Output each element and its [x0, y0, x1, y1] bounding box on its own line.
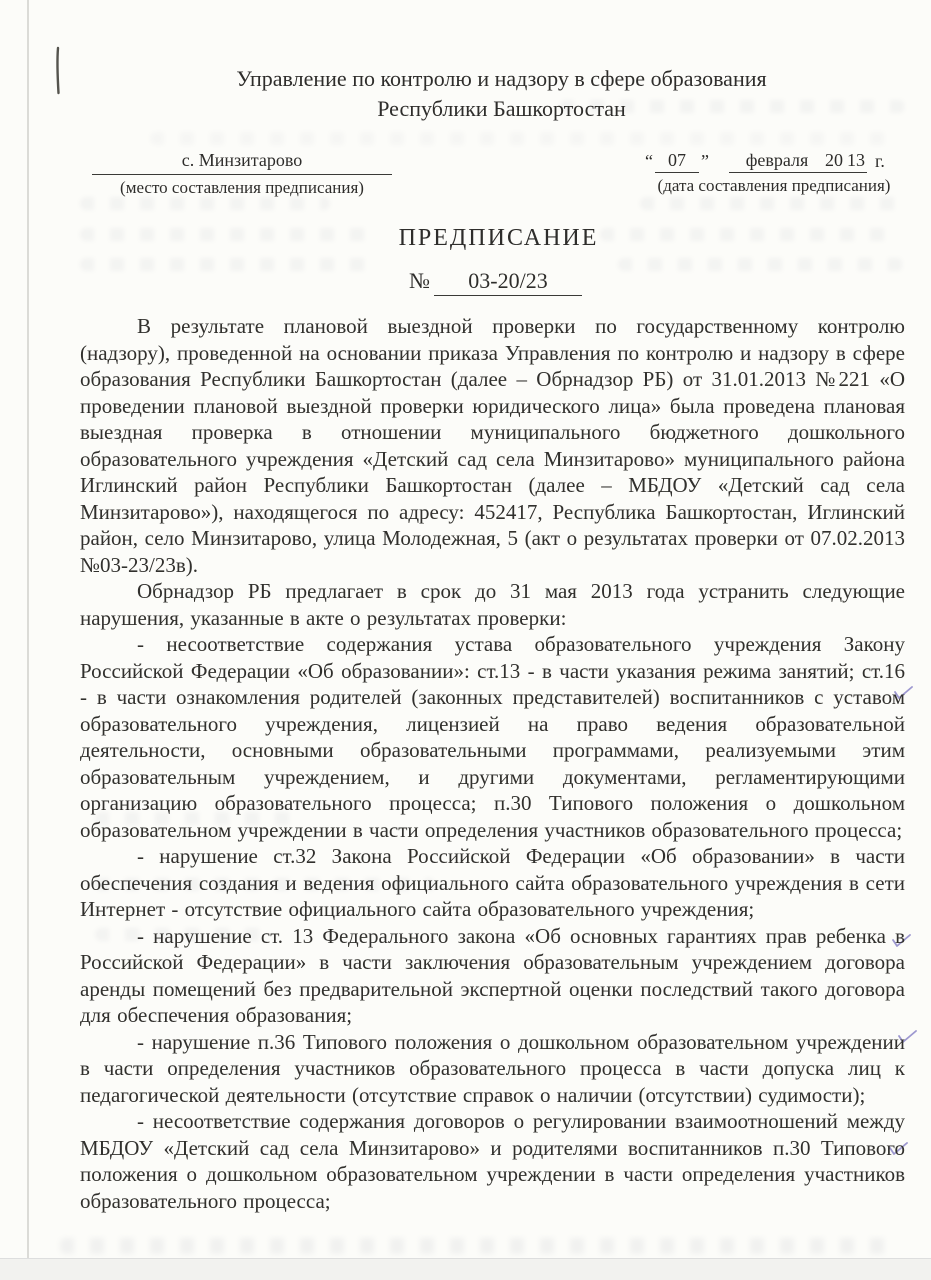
paragraph-demand: Обрнадзор РБ предлагает в срок до 31 мая 2013 года устранить следующие нарушения, указанные в акте о результатах проверки: [80, 579, 905, 630]
authority-line-1: Управление по контролю и надзору в сфере образования [236, 66, 767, 91]
violation-item: - нарушение ст. 13 Федерального закона «Об основных гарантиях прав ребенка в Российской Федерации» в части заключения образовательным учреждением договора аренды помещений без предварительной экспертной оценки последствий такого договора для обеспечения образования; [80, 923, 905, 1027]
date-block [643, 148, 905, 197]
authority-line-2: Республики Башкортостан [377, 96, 626, 121]
number-label: № [409, 268, 430, 293]
close-quote: ” [701, 151, 709, 171]
place-caption: (место составления предписания) [120, 178, 364, 197]
date-caption: (дата составления предписания) [657, 176, 891, 195]
date-month-year [729, 148, 867, 173]
scan-fold-line [27, 0, 29, 1280]
document-content [80, 64, 905, 1214]
scan-bottom-edge [0, 1258, 931, 1280]
document-number-line [80, 268, 905, 296]
paragraph-intro: В результате плановой выездной проверки по государственному контролю (надзору), проведенной на основании приказа Управления по контролю и надзору в сфере образования Республики Башкортостан (далее – Обрнадзор РБ) от 31.01.2013 №221 «О проведении плановой выездной проверки юридического лица» была проведена плановая выездная проверка в отношении муниципального бюджетного дошкольного образовательного учреждения «Детский сад села Минзитарово» муниципального района Иглинский район Республики Башкортостан (далее – МБДОУ «Детский сад села Минзитарово»), находящегося по адресу: 452417, Республика Башкортостан, Иглинский район, село Минзитарово, улица Молодежная, 5 (акт о результатах проверки от 07.02.2013 №03-23/23в). [80, 314, 905, 577]
place-value: с. Минзитарово [92, 148, 392, 175]
violation-item: - нарушение п.36 Типового положения о дошкольном образовательном учреждении в части определения участников образовательного процесса в части допуска лиц к педагогической деятельности (отсутствие справок о наличии (отсутствии) судимости); [80, 1029, 905, 1107]
document-body [80, 313, 905, 1214]
date-year-unit: г. [875, 151, 885, 171]
violation-item: - несоответствие содержания договоров о регулировании взаимоотношений между МБДОУ «Детский сад села Минзитарово» и родителями воспитанников п.30 Типового положения о дошкольном образовательном учреждении в части определения участников образовательного процесса; [80, 1109, 905, 1213]
document-title: ПРЕДПИСАНИЕ [398, 225, 599, 251]
violation-item: - несоответствие содержания устава образовательного учреждения Закону Российской Федерации «Об образовании»: ст.13 - в части указания режима занятий; ст.16 - в части ознакомления родителей (законных представителей) воспитанников с уставом образовательного учреждения, лицензией на право ведения образовательной деятельности, основными образовательными программами, реализуемыми этим образовательным учреждением, и другими документами, регламентирующими организацию образовательного процесса; п.30 Типового положения о дошкольном образовательном учреждении в части определения участников образовательного процесса; [80, 632, 905, 842]
bleed-through-band [60, 1238, 900, 1254]
date-line [643, 148, 905, 173]
date-month: февраля [745, 150, 809, 170]
place-date-row [80, 148, 905, 199]
number-value: 03-20/23 [434, 268, 582, 296]
date-year: 20 13 [825, 150, 865, 170]
pen-stroke-mark [53, 46, 63, 101]
date-day: 07 [655, 148, 699, 173]
open-quote: “ [645, 151, 653, 171]
place-block [92, 148, 392, 199]
violation-item: - нарушение ст.32 Закона Российской Федерации «Об образовании» в части обеспечения создания и ведения официального сайта образовательного учреждения в сети Интернет - отсутствие официального сайта образовательного учреждения; [80, 844, 905, 921]
issuing-authority [80, 64, 905, 124]
